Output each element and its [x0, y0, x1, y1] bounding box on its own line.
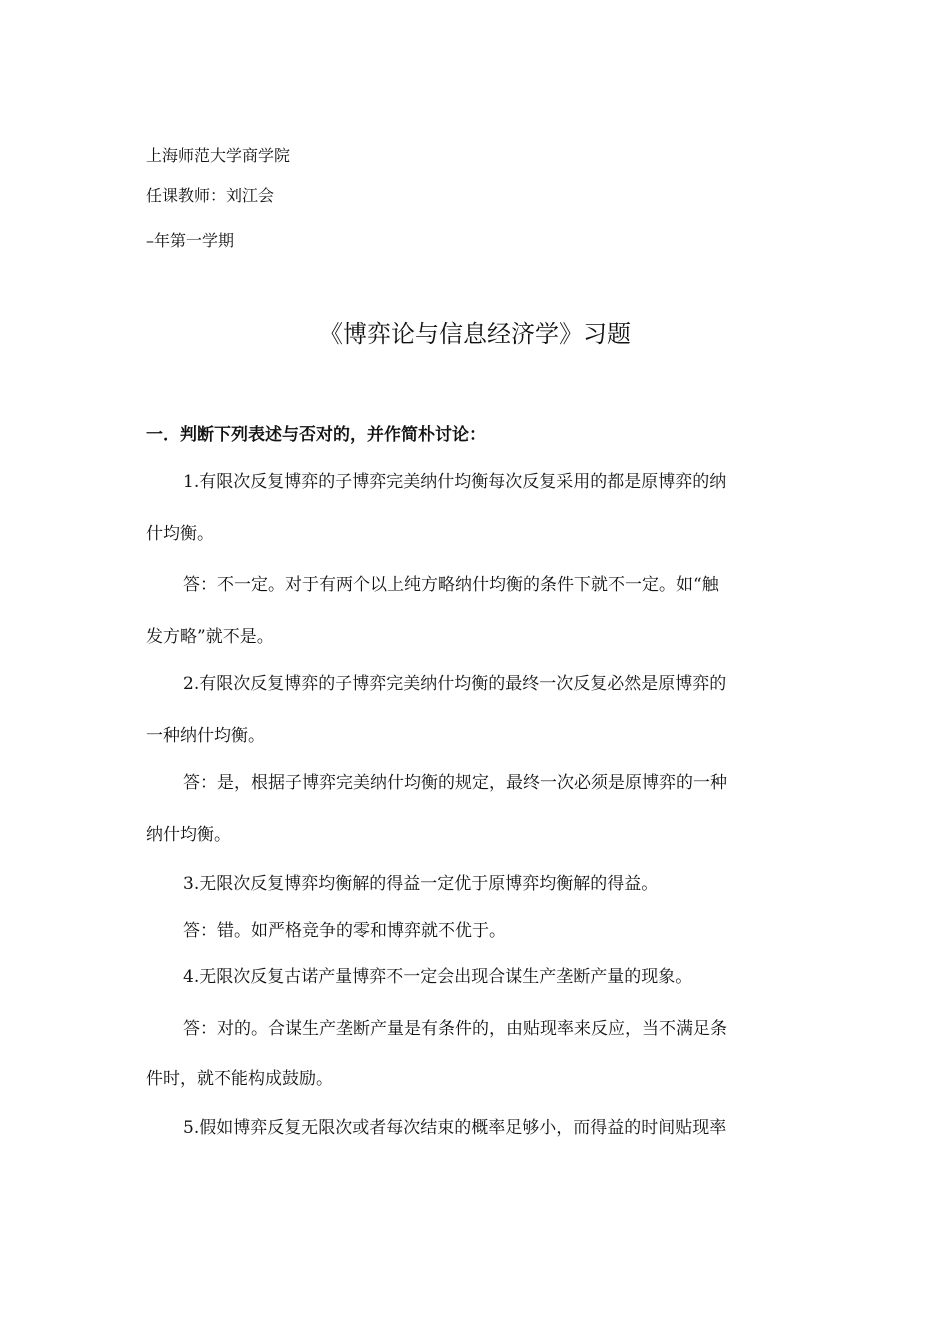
question-3: 3.无限次反复博弈均衡解的得益一定优于原博弈均衡解的得益。 [183, 874, 659, 894]
document-title: 《博弈论与信息经济学》习题 [319, 320, 631, 348]
question-2-line-2: 一种纳什均衡。 [146, 726, 265, 746]
answer-4-line-2: 件时，就不能构成鼓励。 [146, 1069, 333, 1089]
answer-1-line-2: 发方略”就不是。 [146, 627, 274, 647]
school-name: 上海师范大学商学院 [146, 146, 291, 165]
answer-3: 答：错。如严格竞争的零和博弈就不优于。 [183, 921, 506, 941]
answer-4-line-1: 答：对的。合谋生产垄断产量是有条件的，由贴现率来反应，当不满足条 [183, 1019, 727, 1039]
answer-2-line-1: 答：是，根据子博弈完美纳什均衡的规定，最终一次必须是原博弈的一种 [183, 773, 727, 793]
question-4: 4.无限次反复古诺产量博弈不一定会出现合谋生产垄断产量的现象。 [183, 967, 693, 987]
teacher-line: 任课教师：刘江会 [146, 186, 275, 205]
question-5-line-1: 5.假如博弈反复无限次或者每次结束的概率足够小，而得益的时间贴现率 [183, 1118, 727, 1138]
question-1-line-1: 1.有限次反复博弈的子博弈完美纳什均衡每次反复采用的都是原博弈的纳 [183, 472, 727, 492]
answer-2-line-2: 纳什均衡。 [146, 825, 231, 845]
term-line: –年第一学期 [146, 231, 235, 250]
question-2-line-1: 2.有限次反复博弈的子博弈完美纳什均衡的最终一次反复必然是原博弈的 [183, 674, 727, 694]
section-heading: 一．判断下列表述与否对的，并作简朴讨论： [146, 425, 486, 445]
question-1-line-2: 什均衡。 [146, 524, 214, 544]
answer-1-line-1: 答：不一定。对于有两个以上纯方略纳什均衡的条件下就不一定。如“触 [183, 575, 719, 595]
